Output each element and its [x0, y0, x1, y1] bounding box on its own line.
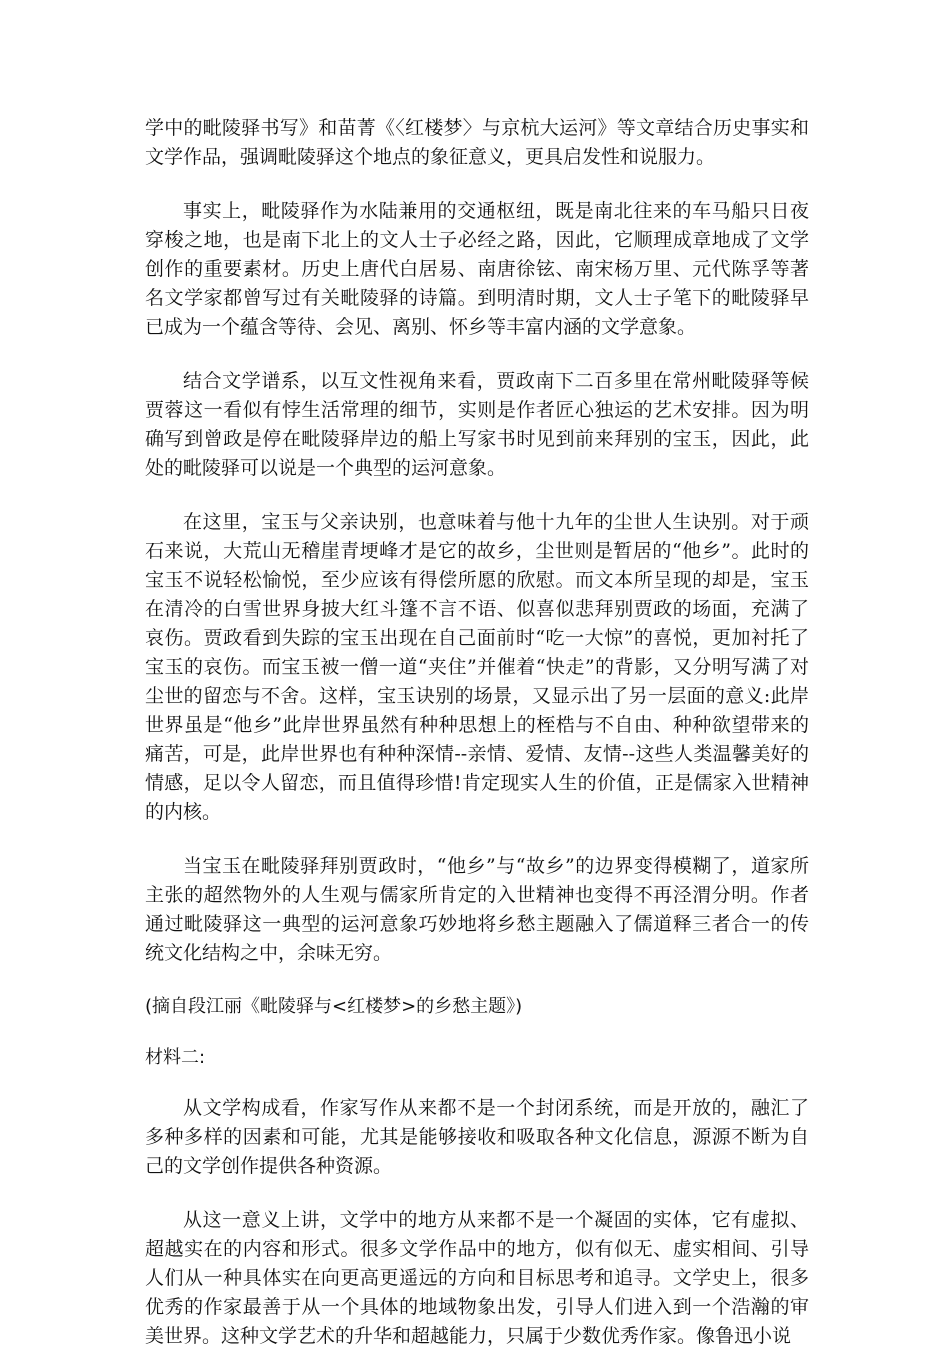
paragraph-literary-place: 从这一意义上讲，文学中的地方从来都不是一个凝固的实体，它有虚拟、超越实在的内容和形式。很多文学作品中的地方，似有似无、虚实相间、引导人们从一种具体实在向更高更遥远的方向和目标思考和追寻。文学史上，很多优秀的作家最善于从一个具体的地域物象出发，引导人们进入到一个浩瀚的审美世界。这种文学艺术的升华和超越能力，只属于少数优秀作家。像鲁迅小说 — [145, 1209, 809, 1347]
section-heading: 材料二: — [145, 1047, 206, 1068]
document-body — [145, 114, 809, 1351]
source-citation: (摘自段江丽《毗陵驿与<红楼梦>的乡愁主题》) — [145, 996, 523, 1017]
paragraph-literary-composition: 从文学构成看，作家写作从来都不是一个封闭系统，而是开放的，融汇了多种多样的因素和可能，尤其是能够接收和吸取各种文化信息，源源不断为自己的文学创作提供各种资源。 — [145, 1097, 809, 1177]
paragraph-continuation: 学中的毗陵驿书写》和苗菁《〈红楼梦〉与京杭大运河》等文章结合历史事实和文学作品，强调毗陵驿这个地点的象征意义，更具启发性和说服力。 — [145, 117, 809, 168]
paragraph-farewell: 在这里，宝玉与父亲诀别，也意味着与他十九年的尘世人生诀别。对于顽石来说，大荒山无稽崖青埂峰才是它的故乡，尘世则是暂居的“他乡”。此时的宝玉不说轻松愉悦，至少应该有得偿所愿的欣慰。而文本所呈现的却是，宝玉在清冷的白雪世界身披大红斗篷不言不语、似喜似悲拜别贾政的场面，充满了哀伤。贾政看到失踪的宝玉出现在自己面前时“吃一大惊”的喜悦，更加衬托了宝玉的哀伤。而宝玉被一僧一道“夹住”并催着“快走”的背影，又分明写满了对尘世的留恋与不舍。这样，宝玉诀别的场景，又显示出了另一层面的意义:此岸世界虽是“他乡”此岸世界虽然有种种思想上的桎梏与不自由、种种欲望带来的痛苦，可是，此岸世界也有种种深情--亲情、爱情、友情--这些人类温馨美好的情感，足以令人留恋，而且值得珍惜!肯定现实人生的价值，正是儒家入世精神的内核。 — [145, 511, 809, 823]
paragraph-conclusion: 当宝玉在毗陵驿拜别贾政时，“他乡”与“故乡”的边界变得模糊了，道家所主张的超然物外的人生观与儒家所肯定的入世精神也变得不再泾渭分明。作者通过毗陵驿这一典型的运河意象巧妙地将乡愁主题融入了儒道释三者合一的传统文化结构之中，余味无穷。 — [145, 855, 809, 964]
paragraph-intertextual: 结合文学谱系，以互文性视角来看，贾政南下二百多里在常州毗陵驿等候贾蓉这一看似有悖生活常理的细节，实则是作者匠心独运的艺术安排。因为明确写到曾政是停在毗陵驿岸边的船上写家书时见到前来拜别的宝玉，因此，此处的毗陵驿可以说是一个典型的运河意象。 — [145, 370, 809, 479]
paragraph-traffic-hub: 事实上，毗陵驿作为水陆兼用的交通枢纽，既是南北往来的车马船只日夜穿梭之地，也是南下北上的文人士子必经之路，因此，它顺理成章地成了文学创作的重要素材。历史上唐代白居易、南唐徐铉、南宋杨万里、元代陈孚等著名文学家都曾写过有关毗陵驿的诗篇。到明清时期，文人士子笔下的毗陵驿早已成为一个蕴含等待、会见、离别、怀乡等丰富内涵的文学意象。 — [145, 200, 809, 338]
